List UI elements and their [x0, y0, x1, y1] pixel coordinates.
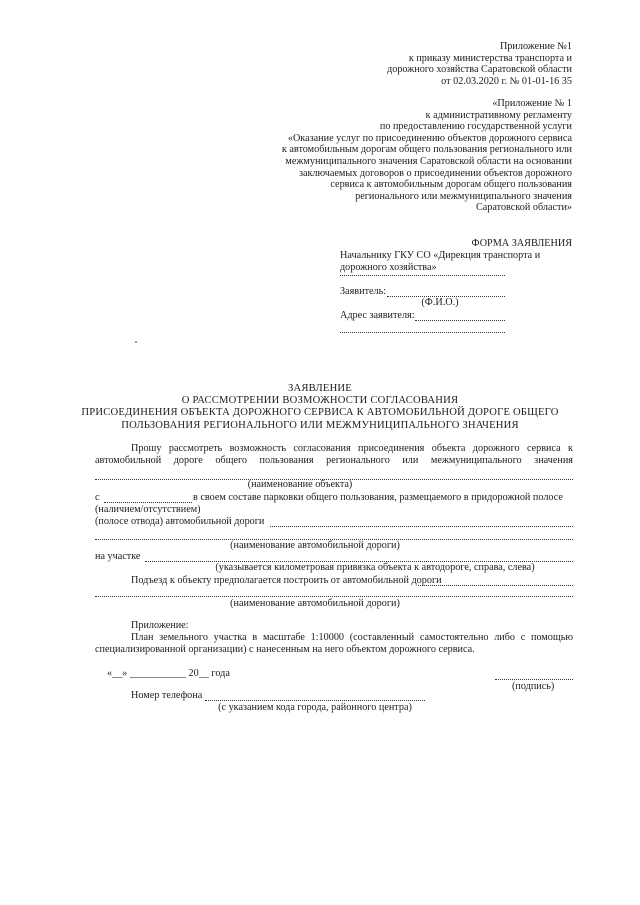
recipient-underline: [340, 275, 505, 276]
statement-title: [60, 383, 580, 432]
road-name-field[interactable]: [270, 526, 573, 527]
presence-caption: (наличием/отсутствием): [95, 504, 201, 515]
recipient-line: Начальнику ГКУ СО «Дирекция транспорта и: [340, 250, 541, 261]
km-caption: (указывается километровая привязка объекта к автодороге, справа, слева): [215, 562, 535, 573]
header-line: дорожного хозяйства Саратовской области: [387, 64, 572, 76]
phone-field[interactable]: [205, 700, 425, 701]
address-label: Адрес заявителя:: [340, 310, 415, 321]
header-line: от 02.03.2020 г. № 01-01-16 35: [441, 75, 572, 87]
access-text: Подъезд к объекту предполагается построить от автомобильной дороги: [131, 575, 442, 586]
with-prefix: с: [95, 492, 100, 503]
address-row[interactable]: [340, 310, 415, 322]
signature-caption: (подпись): [512, 681, 555, 692]
phone-caption: (с указанием кода города, районного центра): [218, 702, 412, 713]
request-paragraph-line: автомобильной дороге общего пользования регионального или межмуниципального значения: [95, 455, 573, 466]
applicant-label: Заявитель:: [340, 286, 387, 297]
attachment-label: Приложение:: [131, 620, 189, 631]
title-line: О РАССМОТРЕНИИ ВОЗМОЖНОСТИ СОГЛАСОВАНИЯ: [181, 395, 459, 407]
attachment-line: специализированной организации) с нанесенным на него объектом дорожного сервиса.: [95, 644, 475, 655]
road-caption-2: (наименование автомобильной дороги): [230, 598, 400, 609]
annex-line: «Приложение № 1: [492, 98, 572, 109]
annex-line: межмуниципального значения Саратовской области на основании: [285, 155, 572, 167]
annex-line: к автомобильным дорогам общего пользования регионального или: [281, 144, 572, 156]
annex-header: [242, 98, 572, 214]
annex-line: заключаемых договоров о присоединении объектов дорожного: [298, 167, 572, 179]
annex-line: к административному регламенту: [425, 109, 572, 121]
annex-line: по предоставлению государственной услуги: [379, 121, 572, 133]
applicant-row[interactable]: [340, 286, 386, 298]
fio-caption: (Ф.И.О.): [421, 297, 459, 308]
section-label: на участке: [95, 551, 141, 562]
header-line: Приложение №1: [499, 41, 572, 52]
address-field-2[interactable]: [340, 332, 505, 333]
annex-line: регионального или межмуниципального значения: [355, 190, 572, 202]
object-caption: (наименование объекта): [247, 479, 353, 490]
strip-label: (полосе отвода) автомобильной дороги: [95, 516, 265, 527]
title-line: ПОЛЬЗОВАНИЯ РЕГИОНАЛЬНОГО ИЛИ МЕЖМУНИЦИПАЛЬНОГО ЗНАЧЕНИЯ: [121, 419, 519, 431]
access-road-field[interactable]: [418, 585, 573, 586]
presence-field[interactable]: [104, 502, 192, 503]
scan-speck: [135, 341, 137, 343]
road-caption: (наименование автомобильной дороги): [230, 540, 400, 551]
signature-field[interactable]: [495, 679, 573, 680]
header-line: к приказу министерства транспорта и: [408, 52, 572, 64]
title-line: ПРИСОЕДИНЕНИЯ ОБЪЕКТА ДОРОЖНОГО СЕРВИСА К АВТОМОБИЛЬНОЙ ДОРОГЕ ОБЩЕГО: [81, 407, 559, 419]
parking-text: в своем составе парковки общего пользования, размещаемого в придорожной полосе: [193, 492, 563, 503]
annex-line: сервиса к автомобильным дорогам общего пользования: [330, 179, 572, 191]
title-line: ЗАЯВЛЕНИЕ: [288, 383, 352, 394]
access-road-field-2[interactable]: [95, 596, 573, 597]
order-header: [272, 41, 572, 87]
recipient-line: дорожного хозяйства»: [340, 261, 437, 273]
phone-label: Номер телефона: [131, 690, 203, 701]
recipient: [340, 250, 580, 273]
form-heading: ФОРМА ЗАЯВЛЕНИЯ: [471, 238, 572, 249]
annex-line: Саратовской области»: [475, 202, 572, 214]
request-paragraph-line: Прошу рассмотреть возможность согласования присоединения объекта дорожного сервиса к: [131, 443, 573, 454]
address-field[interactable]: [415, 320, 505, 321]
attachment-line: План земельного участка в масштабе 1:10000 (составленный самостоятельно либо с помощью: [131, 632, 573, 643]
date-field[interactable]: «__» ___________ 20__ года: [107, 668, 230, 679]
annex-line: «Оказание услуг по присоединению объектов дорожного сервиса: [287, 132, 572, 144]
